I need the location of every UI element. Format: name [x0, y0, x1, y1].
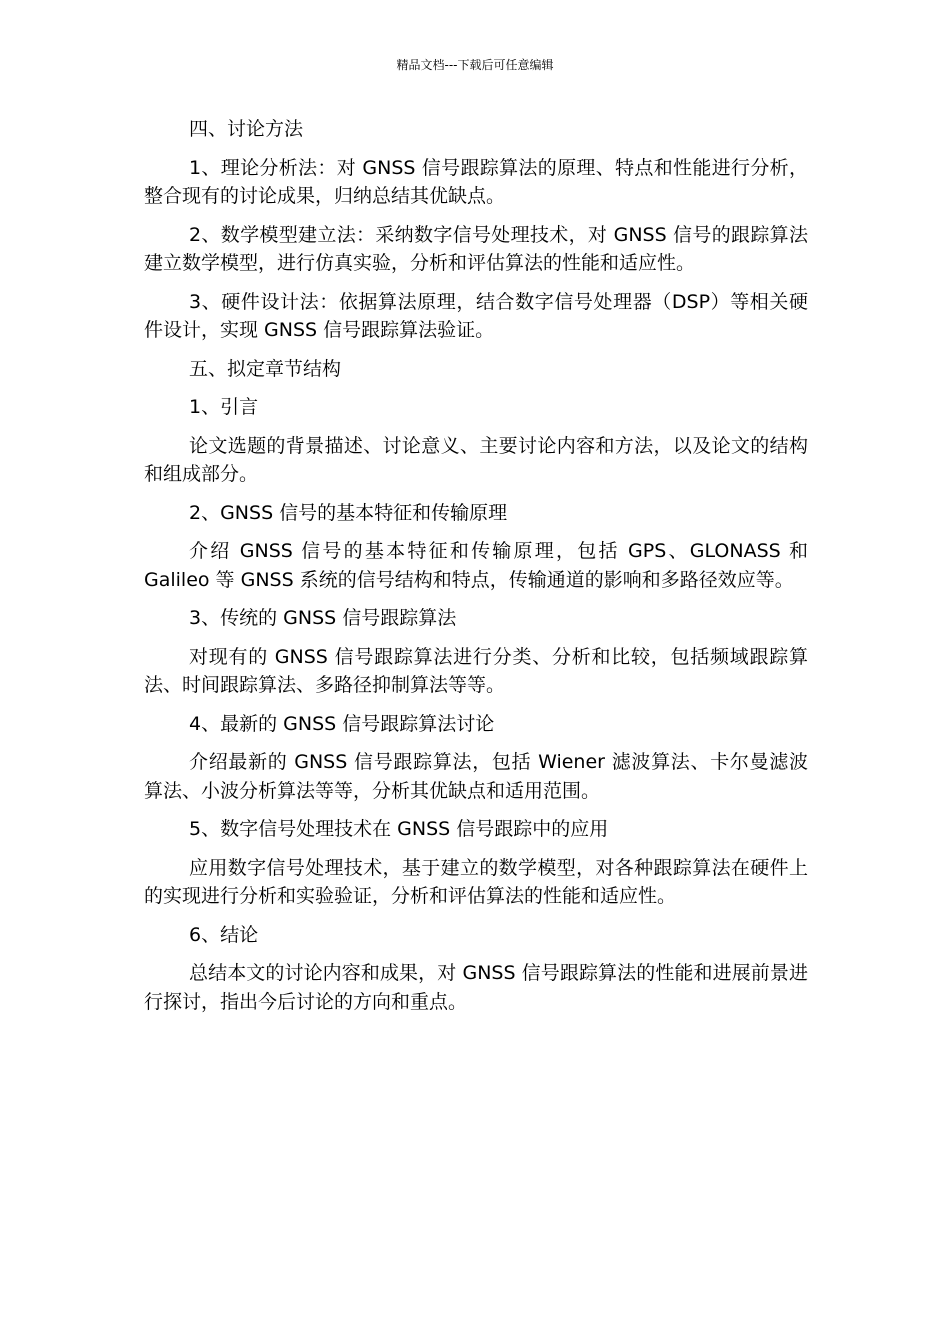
- method-hardware-design: 3、硬件设计法：依据算法原理，结合数字信号处理器（DSP）等相关硬件设计，实现 GNSS 信号跟踪算法验证。: [144, 290, 808, 341]
- method-math-model: 2、数学模型建立法：采纳数字信号处理技术，对 GNSS 信号的跟踪算法建立数学模型，进行仿真实验，分析和评估算法的性能和适应性。: [144, 223, 808, 274]
- chapter-2-heading: 2、GNSS 信号的基本特征和传输原理: [189, 501, 508, 524]
- chapter-6-heading: 6、结论: [189, 923, 259, 946]
- chapter-4-heading: 4、最新的 GNSS 信号跟踪算法讨论: [189, 712, 495, 735]
- section-heading-methods: 四、讨论方法: [189, 118, 304, 140]
- chapter-5-heading: 5、数字信号处理技术在 GNSS 信号跟踪中的应用: [189, 818, 609, 840]
- chapter-6-body: 总结本文的讨论内容和成果，对 GNSS 信号跟踪算法的性能和进展前景进行探讨，指出今后讨论的方向和重点。: [144, 962, 808, 1013]
- section-heading-chapters: 五、拟定章节结构: [189, 357, 342, 380]
- chapter-1-body: 论文选题的背景描述、讨论意义、主要讨论内容和方法，以及论文的结构和组成部分。: [144, 434, 808, 485]
- chapter-4-body: 介绍最新的 GNSS 信号跟踪算法，包括 Wiener 滤波算法、卡尔曼滤波算法、小波分析算法等等，分析其优缺点和适用范围。: [144, 751, 808, 802]
- chapter-5-body: 应用数字信号处理技术，基于建立的数学模型，对各种跟踪算法在硬件上的实现进行分析和实验验证，分析和评估算法的性能和适应性。: [144, 856, 808, 907]
- chapter-3-body: 对现有的 GNSS 信号跟踪算法进行分类、分析和比较，包括频域跟踪算法、时间跟踪算法、多路径抑制算法等等。: [144, 645, 808, 696]
- chapter-1-heading: 1、引言: [189, 396, 259, 418]
- method-theory-analysis: 1、理论分析法：对 GNSS 信号跟踪算法的原理、特点和性能进行分析，整合现有的讨论成果，归纳总结其优缺点。: [144, 156, 808, 207]
- chapter-3-heading: 3、传统的 GNSS 信号跟踪算法: [189, 607, 457, 629]
- chapter-2-body: 介绍 GNSS 信号的基本特征和传输原理，包括 GPS、GLONASS 和 Galileo 等 GNSS 系统的信号结构和特点，传输通道的影响和多路径效应等。: [144, 540, 808, 591]
- document-body: [144, 115, 808, 1026]
- page-header: 精品文档---下载后可任意编辑: [396, 58, 554, 72]
